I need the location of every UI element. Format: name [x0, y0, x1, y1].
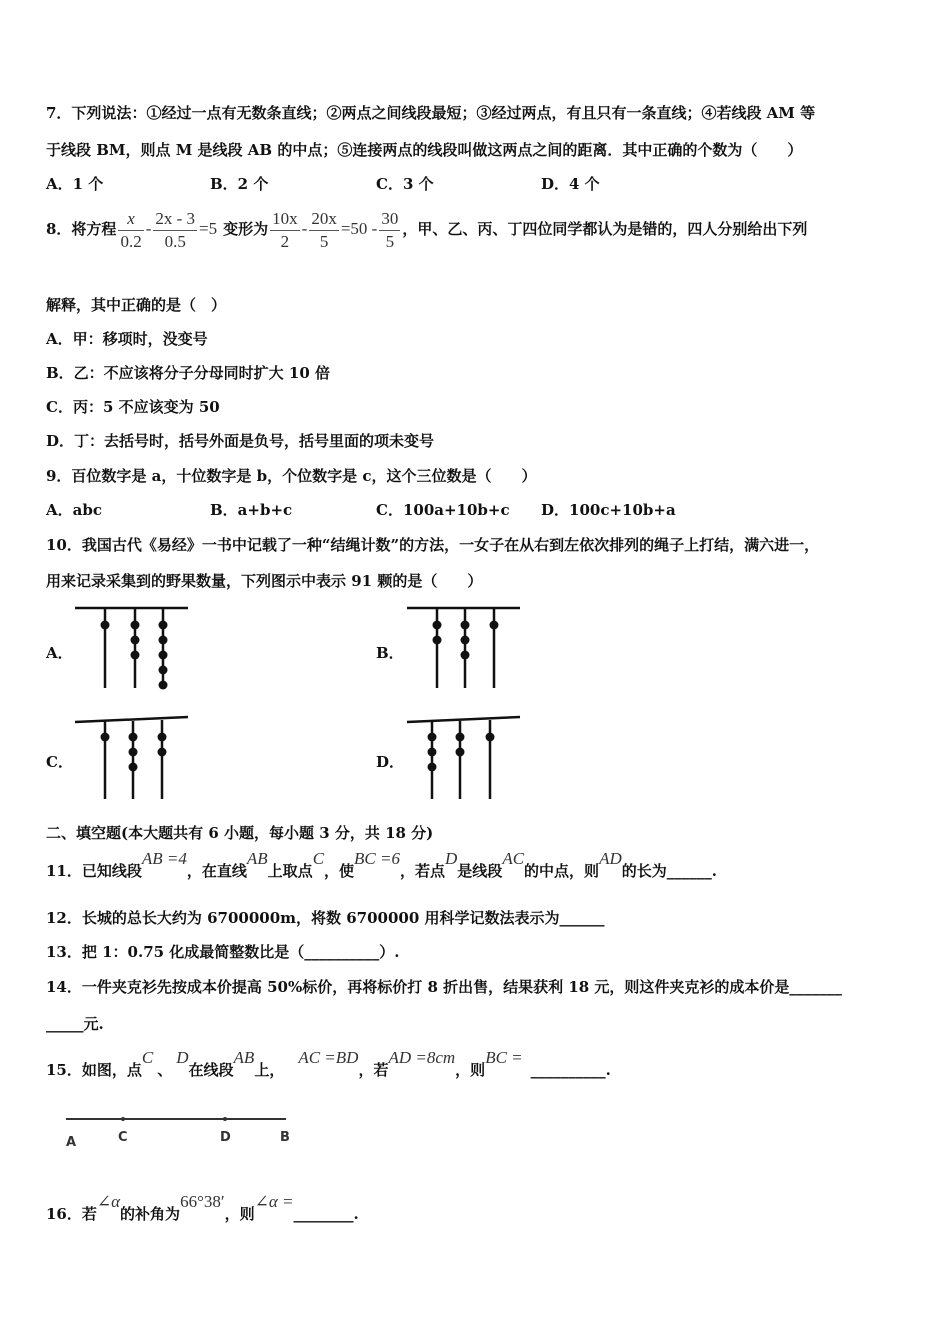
- knot: [101, 621, 110, 630]
- q8-f3-den: 2: [280, 231, 290, 251]
- q8-f1-num: x: [118, 208, 143, 231]
- q7-option-b: B．2 个: [210, 175, 269, 193]
- knot: [490, 621, 499, 630]
- q8-option-c: C．丙：5 不应该变为 50: [46, 398, 220, 416]
- q7-option-d: D．4 个: [541, 175, 600, 193]
- q15-math-ac-bd: AC =BD: [298, 1048, 359, 1067]
- q7-option-a: A．1 个: [46, 175, 104, 193]
- knot: [131, 621, 140, 630]
- q8-equation-line: [46, 207, 807, 253]
- q8-f4-den: 5: [319, 231, 329, 251]
- q15-text-2: 、: [157, 1061, 173, 1079]
- point-b-label: B: [280, 1130, 290, 1145]
- q7-line1: 7．下列说法：①经过一点有无数条直线；②两点之间线段最短；③经过两点，有且只有一条直线；④若线段 AM 等: [46, 104, 816, 122]
- knot: [159, 681, 168, 690]
- q11-text-2: ，在直线: [186, 862, 247, 880]
- q8-option-b: B．乙：不应该将分子分母同时扩大 10 倍: [46, 364, 330, 382]
- q8-suffix: ，甲、乙、丙、丁四位同学都认为是错的，四人分别给出下列: [402, 220, 808, 238]
- segment-figure: [58, 1108, 298, 1153]
- knot-diagram-d: [402, 713, 527, 803]
- q11-text-1: 11．已知线段: [46, 862, 142, 880]
- knot: [159, 666, 168, 675]
- q16-math-angle: 66°38′: [180, 1192, 225, 1211]
- q13-line: 13．把 1：0.75 化成最简整数比是（__________）.: [46, 943, 400, 961]
- q14-line2: _____元.: [46, 1015, 104, 1033]
- knot: [428, 763, 437, 772]
- knot: [461, 636, 470, 645]
- q15-text-5: ，若: [358, 1061, 389, 1079]
- knot: [159, 636, 168, 645]
- q16-text-2: 的补角为: [120, 1205, 181, 1223]
- q11-math-ac: AC: [502, 849, 525, 868]
- point-d-label: D: [220, 1130, 231, 1145]
- q12-line: 12．长城的总长大约为 6700000m，将数 6700000 用科学记数法表示为______: [46, 909, 605, 927]
- q16-text-4: ________.: [293, 1205, 359, 1223]
- q10-label-d: D．: [376, 753, 405, 771]
- knot-diagram-a: [70, 603, 195, 693]
- q8-eq-1: =5: [199, 219, 218, 238]
- q10-line1: 10．我国古代《易经》一书中记载了一种“结绳计数”的方法，一女子在从右到左依次排列的绳子上打结，满六进一，: [46, 536, 820, 554]
- q16-math-alpha-eq: ∠α =: [254, 1192, 294, 1211]
- q8-fraction-3: [270, 208, 300, 253]
- q11-text-4: ，使: [324, 862, 355, 880]
- knot: [461, 621, 470, 630]
- knot-diagram-b: [402, 603, 527, 693]
- knot: [129, 733, 138, 742]
- knot: [131, 651, 140, 660]
- q15-math-ab: AB: [233, 1048, 255, 1067]
- q16-math-alpha: ∠α: [96, 1192, 121, 1211]
- q8-f2-num: 2x - 3: [153, 208, 197, 231]
- q9-option-a: A．abc: [46, 501, 102, 519]
- q8-f2-den: 0.5: [164, 231, 186, 251]
- knot: [433, 621, 442, 630]
- q11-text-7: 的中点，则: [524, 862, 600, 880]
- knot: [158, 733, 167, 742]
- section-2-heading: 二、填空题(本大题共有 6 小题，每小题 3 分，共 18 分): [46, 824, 434, 842]
- q8-fraction-4: [309, 208, 339, 253]
- knot: [456, 748, 465, 757]
- q11-math-ab: AB: [246, 849, 268, 868]
- knot: [428, 748, 437, 757]
- q8-f4-num: 20x: [309, 208, 339, 231]
- q8-f5-num: 30: [379, 208, 400, 231]
- q11-math-ad: AD: [599, 849, 622, 868]
- q15-text-3: 在线段: [188, 1061, 234, 1079]
- point-c-label: C: [118, 1130, 128, 1145]
- q8-prefix: 8．将方程: [46, 220, 117, 238]
- q15-text-6: ，则: [455, 1061, 486, 1079]
- q9-option-b: B．a+b+c: [210, 501, 293, 519]
- q15-math-d: D: [176, 1048, 189, 1067]
- knot: [131, 636, 140, 645]
- q8-f3-num: 10x: [270, 208, 300, 231]
- q8-option-a: A．甲：移项时，没变号: [46, 330, 208, 348]
- q11-math-ab4: AB =4: [141, 849, 187, 868]
- q7-option-c: C．3 个: [376, 175, 434, 193]
- q15-math-bc: BC =: [485, 1048, 523, 1067]
- q8-option-d: D．丁：去括号时，括号外面是负号，括号里面的项未变号: [46, 432, 435, 450]
- q15-text-1: 15．如图，点: [46, 1061, 142, 1079]
- q16-text-1: 16．若: [46, 1205, 97, 1223]
- q8-line2: 解释，其中正确的是（ ）: [46, 296, 227, 314]
- knot-diagram-c: [70, 713, 195, 803]
- q11-text-6: 是线段: [457, 862, 503, 880]
- q8-f1-den: 0.2: [120, 231, 142, 251]
- point-c-dot: [121, 1117, 125, 1121]
- q7-line2: 于线段 BM，则点 M 是线段 AB 的中点；⑤连接两点的线段叫做这两点之间的距离．其中正确的个数为（ ）: [46, 141, 803, 159]
- q15-math-ad8: AD =8cm: [388, 1048, 456, 1067]
- q8-mid: 变形为: [223, 220, 269, 238]
- q15-math-c: C: [141, 1048, 154, 1067]
- q8-fraction-1: [118, 208, 143, 253]
- point-a-label: A: [66, 1135, 77, 1150]
- knot: [159, 621, 168, 630]
- q8-fraction-5: [379, 208, 400, 253]
- q11-math-c: C: [312, 849, 325, 868]
- q11-text-5: ，若点: [400, 862, 446, 880]
- knot: [159, 651, 168, 660]
- knot: [129, 763, 138, 772]
- knot: [101, 733, 110, 742]
- q8-fraction-2: [153, 208, 197, 253]
- q15-text-4: 上，: [254, 1061, 285, 1079]
- q10-label-a: A．: [46, 644, 73, 662]
- knot: [158, 748, 167, 757]
- knot: [461, 651, 470, 660]
- q10-label-b: B．: [376, 644, 404, 662]
- point-d-dot: [223, 1117, 227, 1121]
- q9-option-d: D．100c+10b+a: [541, 501, 676, 519]
- q15-line: [46, 1048, 611, 1080]
- q8-minus-1: -: [145, 219, 152, 238]
- q8-minus-2: -: [301, 219, 308, 238]
- q16-text-3: ，则: [224, 1205, 255, 1223]
- knot: [456, 733, 465, 742]
- knot: [428, 733, 437, 742]
- q11-text-3: 上取点: [267, 862, 313, 880]
- knot: [433, 636, 442, 645]
- q8-f5-den: 5: [385, 231, 395, 251]
- q15-text-7: __________.: [530, 1061, 611, 1079]
- q10-line2: 用来记录采集到的野果数量，下列图示中表示 91 颗的是（ ）: [46, 572, 483, 590]
- q8-eq-2: =50 -: [340, 219, 378, 238]
- q11-math-d: D: [445, 849, 458, 868]
- q16-line: [46, 1192, 359, 1224]
- q9-option-c: C．100a+10b+c: [376, 501, 510, 519]
- q9-line: 9．百位数字是 a，十位数字是 b，个位数字是 c，这个三位数是（ ）: [46, 467, 537, 485]
- q10-label-c: C．: [46, 753, 73, 771]
- q11-text-8: 的长为______.: [621, 862, 717, 880]
- q11-math-bc6: BC =6: [354, 849, 400, 868]
- knot: [129, 748, 138, 757]
- q11-line: [46, 849, 717, 881]
- q14-line1: 14．一件夹克衫先按成本价提高 50%标价，再将标价打 8 折出售，结果获利 18 元，则这件夹克衫的成本价是_______: [46, 978, 842, 996]
- knot: [486, 733, 495, 742]
